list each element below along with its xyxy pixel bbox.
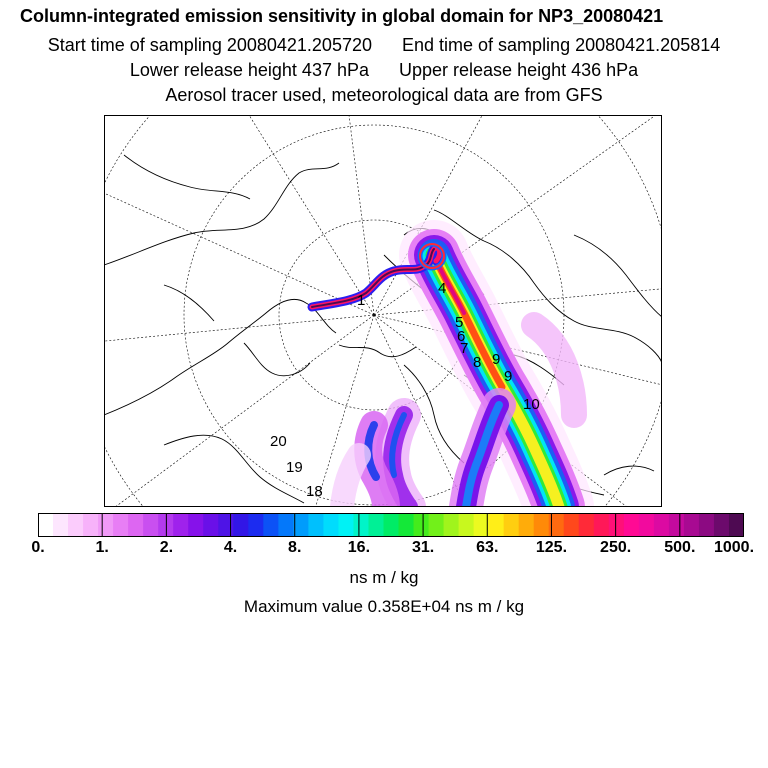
colorbar-swatch (429, 513, 445, 537)
colorbar-tick-label: 31. (411, 539, 435, 556)
colorbar-swatch (53, 513, 69, 537)
day-label: 10 (523, 396, 540, 413)
colorbar-swatch (68, 513, 84, 537)
colorbar-swatch (654, 513, 670, 537)
colorbar-swatch (564, 513, 580, 537)
colorbar-swatch (293, 513, 309, 537)
tracer-info: Aerosol tracer used, meteorological data are from GFS (165, 85, 603, 105)
colorbar-swatch (338, 513, 354, 537)
colorbar-swatch (383, 513, 399, 537)
colorbar-swatch (368, 513, 384, 537)
colorbar-swatch (699, 513, 715, 537)
colorbar-tick-label: 1. (95, 539, 109, 556)
lower-release-height: Lower release height 437 hPa (129, 60, 369, 80)
start-time: Start time of sampling 20080421.205720 (47, 35, 372, 55)
colorbar-swatches (38, 513, 744, 537)
colorbar (38, 513, 744, 537)
colorbar-swatch (444, 513, 460, 537)
upper-release-height: Upper release height 436 hPa (399, 60, 639, 80)
day-label: 4 (438, 280, 447, 297)
colorbar-swatch (248, 513, 264, 537)
day-label: 5 (455, 314, 464, 331)
colorbar-swatch (203, 513, 219, 537)
colorbar-tick-label: 500. (664, 539, 696, 556)
day-label: 1 (357, 292, 366, 309)
colorbar-swatch (534, 513, 550, 537)
day-label: 20 (270, 433, 287, 450)
colorbar-swatch (639, 513, 655, 537)
sensitivity-map (104, 115, 662, 507)
colorbar-swatch (143, 513, 159, 537)
colorbar-tick-label: 63. (476, 539, 499, 556)
colorbar-tick-label: 1000. (713, 539, 755, 556)
colorbar-swatch (98, 513, 114, 537)
day-label: 9 (504, 368, 513, 385)
colorbar-swatch (519, 513, 535, 537)
day-label: 9 (492, 351, 501, 368)
colorbar-swatch (609, 513, 625, 537)
sampling-times (0, 35, 768, 56)
day-label: 18 (306, 483, 323, 500)
colorbar-swatch (669, 513, 685, 537)
colorbar-swatch (308, 513, 324, 537)
colorbar-swatch (278, 513, 294, 537)
day-label: 19 (286, 459, 303, 476)
end-time: End time of sampling 20080421.205814 (402, 35, 721, 55)
colorbar-tick-label: 8. (288, 539, 302, 556)
day-label: 6 (457, 328, 466, 345)
colorbar-swatch (489, 513, 505, 537)
colorbar-units: ns m / kg (349, 568, 419, 587)
colorbar-tick-label: 250. (600, 539, 632, 556)
colorbar-swatch (188, 513, 204, 537)
colorbar-tick-label: 125. (535, 539, 568, 556)
colorbar-swatch (233, 513, 249, 537)
colorbar-swatch (624, 513, 640, 537)
colorbar-tick-label: 16. (347, 539, 371, 556)
maximum-value: Maximum value 0.358E+04 ns m / kg (243, 597, 525, 616)
colorbar-swatch (113, 513, 129, 537)
colorbar-tick-label: 2. (159, 539, 174, 556)
plot-title: Column-integrated emission sensitivity in global domain for NP3_20080421 (20, 6, 664, 26)
colorbar-swatch (399, 513, 415, 537)
colorbar-swatch (218, 513, 234, 537)
colorbar-swatch (38, 513, 54, 537)
colorbar-swatch (504, 513, 520, 537)
colorbar-swatch (173, 513, 189, 537)
colorbar-swatch (579, 513, 595, 537)
colorbar-swatch (263, 513, 279, 537)
colorbar-tick-label: 0. (31, 539, 45, 556)
colorbar-swatch (323, 513, 339, 537)
colorbar-ticks (0, 539, 768, 559)
colorbar-swatch (459, 513, 475, 537)
colorbar-swatch (414, 513, 430, 537)
colorbar-swatch (714, 513, 730, 537)
colorbar-swatch (594, 513, 610, 537)
day-label: 7 (460, 340, 469, 357)
colorbar-swatch (128, 513, 144, 537)
colorbar-swatch (729, 513, 744, 537)
release-heights (0, 60, 768, 81)
colorbar-tick-label: 4. (223, 539, 238, 556)
colorbar-swatch (684, 513, 700, 537)
colorbar-swatch (83, 513, 99, 537)
day-label: 8 (473, 354, 482, 371)
colorbar-swatch (353, 513, 369, 537)
